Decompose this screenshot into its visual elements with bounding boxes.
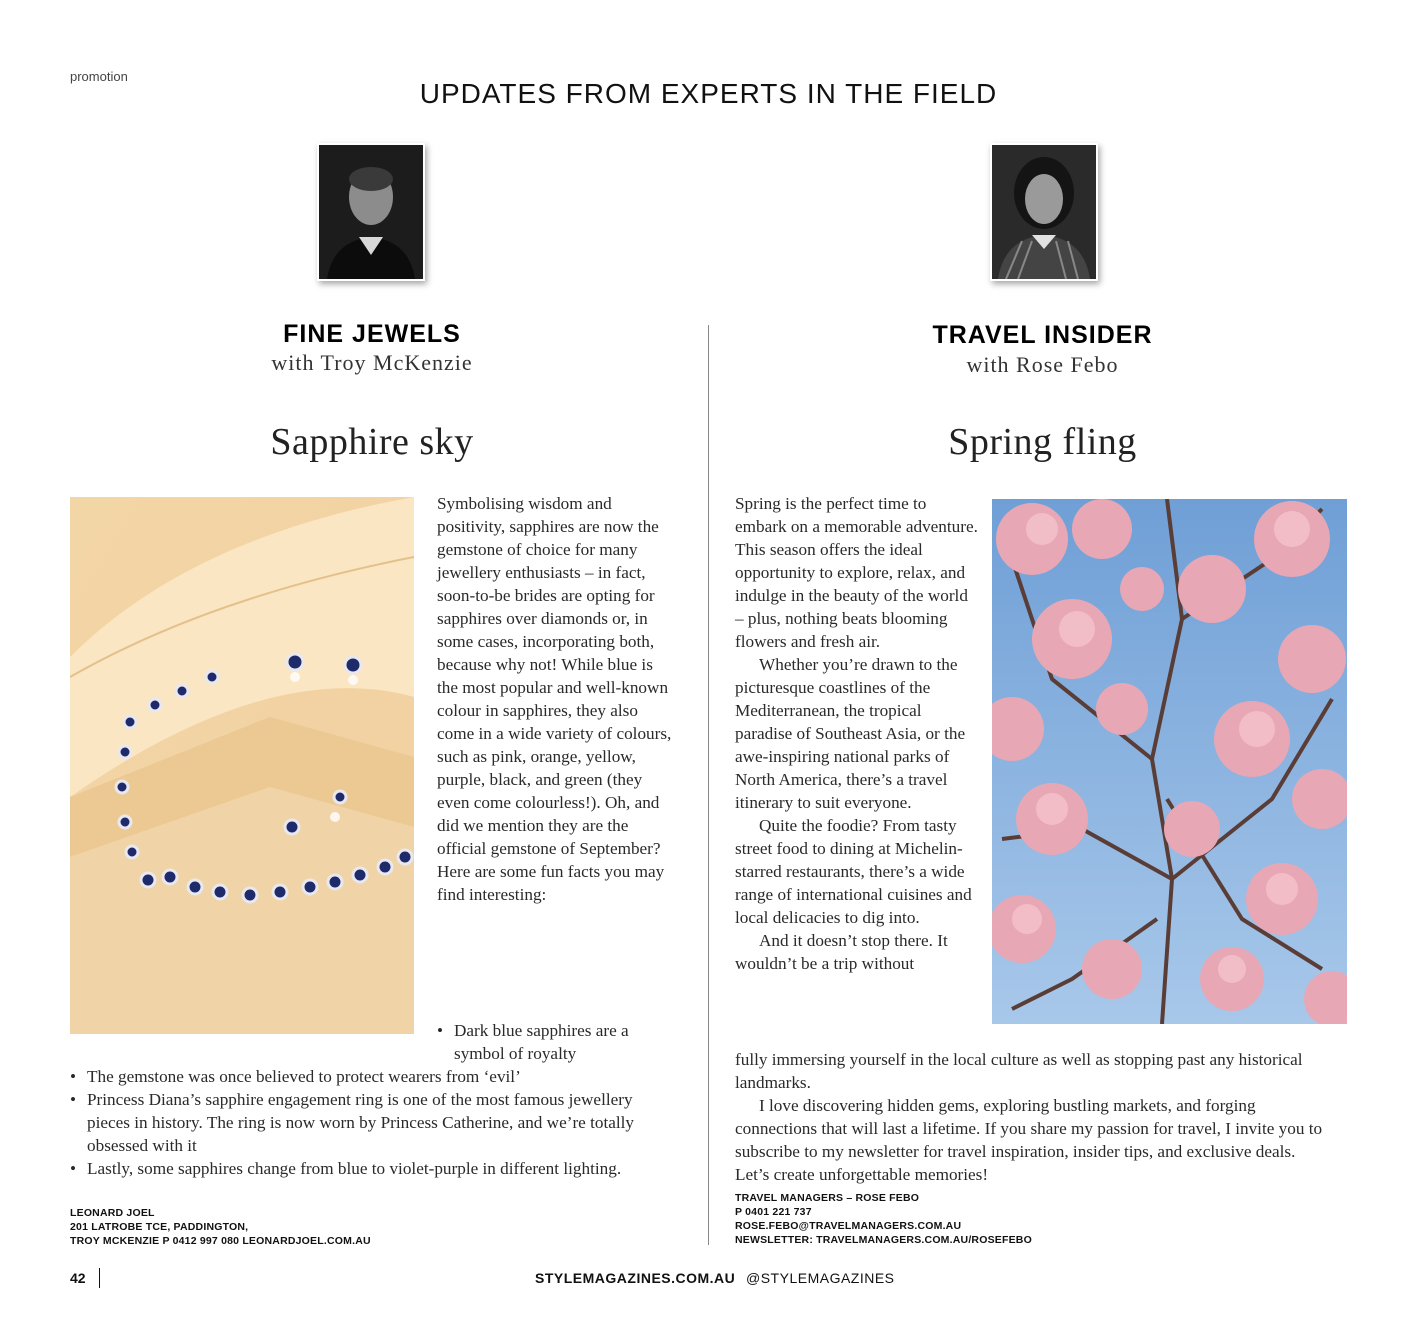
headline-spring-fling: Spring fling — [948, 421, 1137, 463]
page-number: 42 — [70, 1270, 86, 1286]
footer-divider — [99, 1268, 100, 1288]
sapphire-article-text: Symbolising wisdom and positivity, sapphires are now the gemstone of choice for many jewellery enthusiasts – in fact, soon-to-be brides are opting for sapphires over diamonds or, in some cases, incorporating both, because why not! While blue is the most popular and well-known colour in sapphires, they also come in a wide variety of colours, such as pink, orange, yellow, purple, black, and green (they even come colourless!). Oh, and did we mention they are the official gemstone of September? Here are some fun facts you may find interesting: — [437, 494, 672, 904]
credit-line: LEONARD JOEL — [70, 1207, 155, 1219]
cherry-blossom-photo — [992, 499, 1347, 1024]
footer-website: STYLEMAGAZINES.COM.AU — [535, 1270, 736, 1286]
leonard-joel-credit — [70, 1206, 371, 1248]
headline-sapphire-sky: Sapphire sky — [270, 421, 474, 463]
spring-article-text — [735, 492, 980, 975]
article-paragraph: Spring is the perfect time to embark on a memorable adventure. This season offers the ideal opportunity to explore, relax, and indulge in the beauty of the world – plus, nothing beats blooming flowers and fresh air. — [735, 494, 978, 651]
list-item-text: Dark blue sapphires are a symbol of royalty — [454, 1021, 629, 1063]
sapphire-fact-list — [70, 1065, 670, 1180]
credit-line: TROY MCKENZIE P 0412 997 080 LEONARDJOEL.COM.AU — [70, 1235, 371, 1247]
footer-social-handle: @STYLEMAGAZINES — [746, 1270, 895, 1286]
sapphire-jewellery-photo — [70, 497, 414, 1034]
article-paragraph: fully immersing yourself in the local culture as well as stopping past any historical landmarks. — [735, 1050, 1303, 1092]
article-paragraph: I love discovering hidden gems, exploring bustling markets, and forging connections that will last a lifetime. If you share my passion for travel, I invite you to subscribe to my newsletter for travel inspiration, insider tips, and exclusive deals. Let’s create unforgettable memories! — [735, 1096, 1323, 1184]
credit-line: P 0401 221 737 — [735, 1206, 812, 1218]
troy-mckenzie-portrait — [317, 143, 425, 281]
spring-article-text-continued — [735, 1048, 1325, 1186]
article-paragraph: Quite the foodie? From tasty street food to dining at Michelin-starred restaurants, there’s a wide range of international cuisines and local delicacies to dig into. — [735, 816, 972, 927]
credit-line: ROSE.FEBO@TRAVELMANAGERS.COM.AU — [735, 1220, 962, 1232]
promo-label: promotion — [70, 69, 128, 84]
rose-febo-portrait — [990, 143, 1098, 281]
article-paragraph: And it doesn’t stop there. It wouldn’t be a trip without — [735, 931, 948, 973]
credit-line: NEWSLETTER: TRAVELMANAGERS.COM.AU/ROSEFEBO — [735, 1234, 1032, 1246]
column-divider — [708, 325, 709, 1245]
section-title-travel-insider: TRAVEL INSIDER — [932, 321, 1153, 349]
list-item-text: The gemstone was once believed to protect wearers from ‘evil’ — [87, 1067, 521, 1086]
section-title-fine-jewels: FINE JEWELS — [283, 320, 461, 348]
list-item: • Princess Diana’s sapphire engagement ring is one of the most famous jewellery pieces in history. The ring is now worn by Princess Catherine, and we’re totally obsessed with it — [70, 1088, 670, 1157]
list-item: • Lastly, some sapphires change from blue to violet-purple in different lighting. — [70, 1157, 670, 1180]
list-item-text: Princess Diana’s sapphire engagement ring is one of the most famous jewellery pieces in history. The ring is now worn by Princess Catherine, and we’re totally obsessed with it — [87, 1090, 635, 1155]
byline-troy-mckenzie: with Troy McKenzie — [271, 350, 473, 375]
credit-line: TRAVEL MANAGERS – ROSE FEBO — [735, 1192, 920, 1204]
article-paragraph: Whether you’re drawn to the picturesque coastlines of the Mediterranean, the tropical paradise of Southeast Asia, or the awe-inspiring national parks of North America, there’s a travel itinerary to suit everyone. — [735, 655, 966, 812]
list-item-text: Lastly, some sapphires change from blue to violet-purple in different lighting. — [87, 1159, 622, 1178]
list-item: • The gemstone was once believed to protect wearers from ‘evil’ — [70, 1065, 670, 1088]
credit-line: 201 LATROBE TCE, PADDINGTON, — [70, 1221, 249, 1233]
list-item: • Dark blue sapphires are a symbol of royalty — [437, 1019, 677, 1065]
byline-rose-febo: with Rose Febo — [966, 352, 1119, 377]
page-heading: UPDATES FROM EXPERTS IN THE FIELD — [419, 78, 998, 109]
travel-managers-credit — [735, 1191, 1032, 1247]
sapphire-fact-list-inset — [437, 1019, 677, 1065]
